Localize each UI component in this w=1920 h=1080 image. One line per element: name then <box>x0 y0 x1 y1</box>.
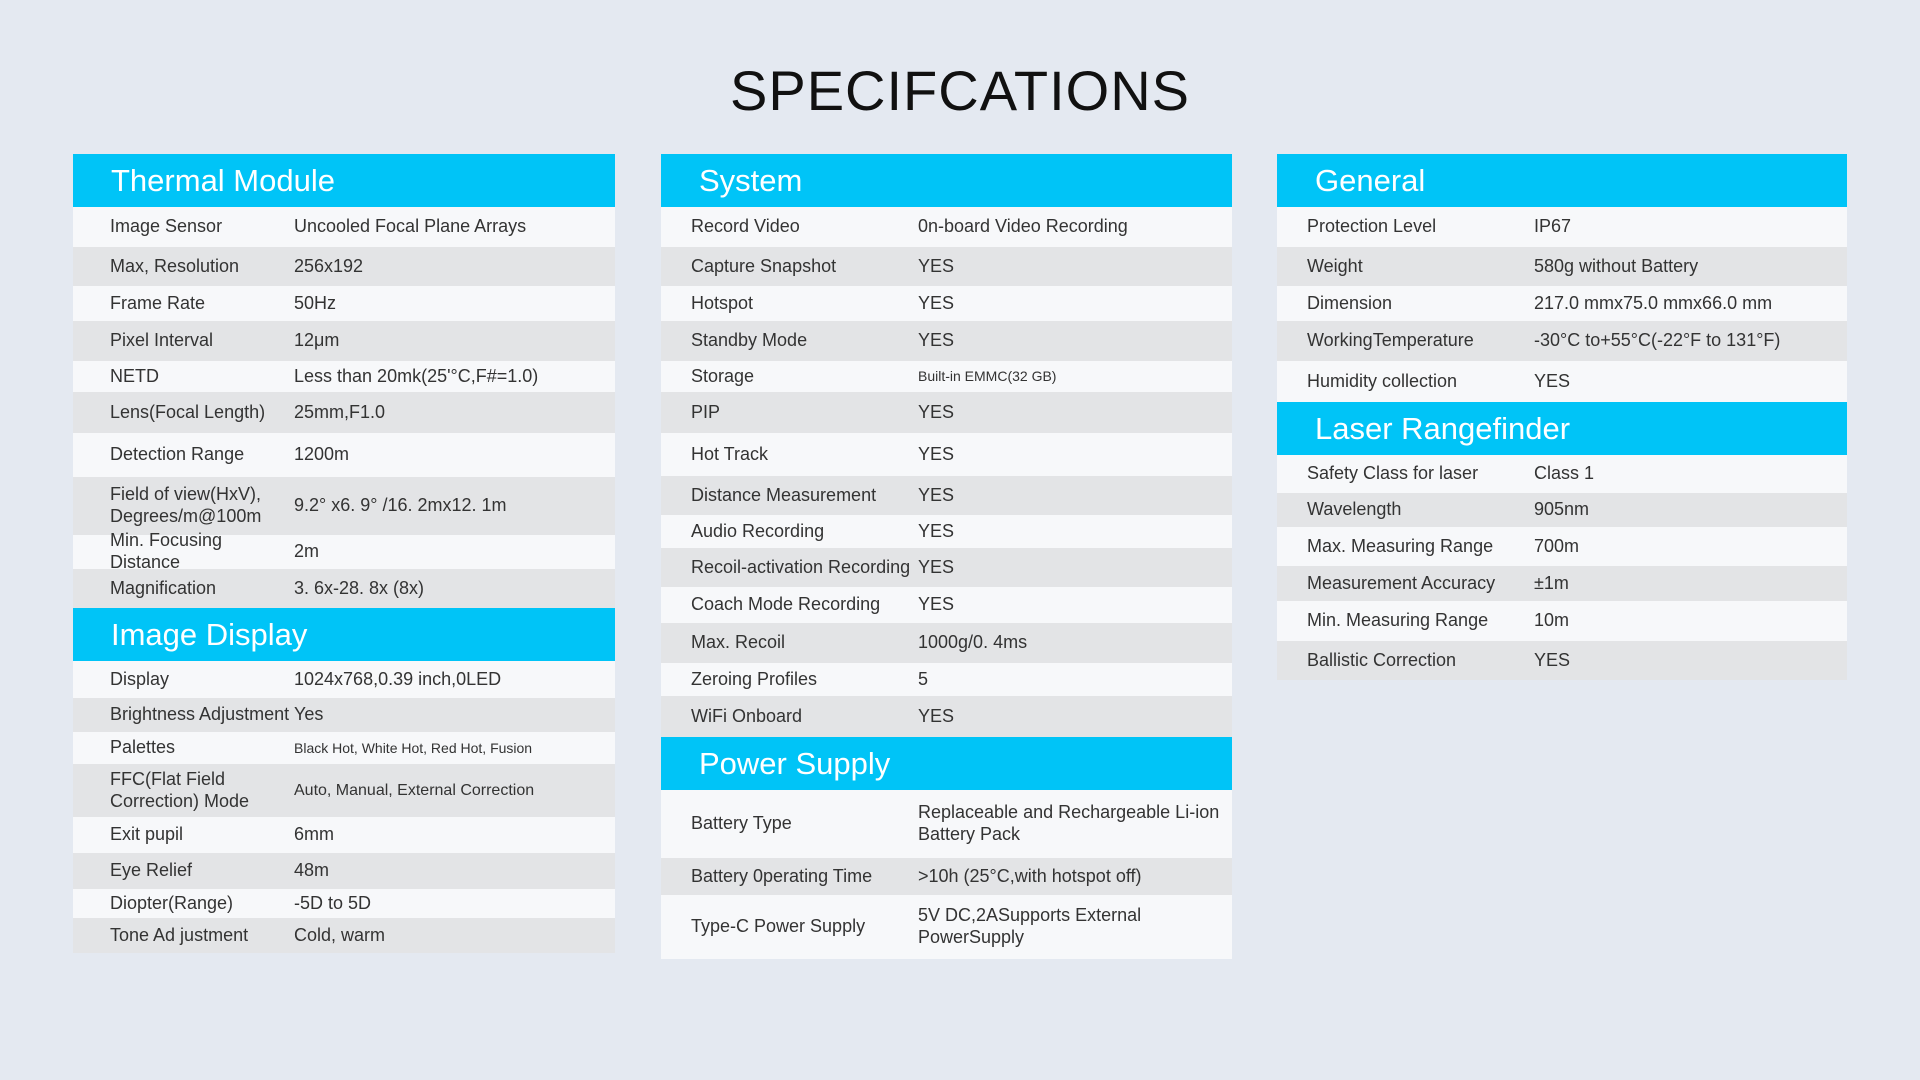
spec-value: YES <box>918 484 955 505</box>
spec-label: Audio Recording <box>691 520 825 541</box>
spec-value: 700m <box>1534 535 1580 556</box>
spec-row <box>1277 601 1847 641</box>
spec-row <box>73 433 615 477</box>
spec-value: YES <box>918 330 955 351</box>
spec-row <box>73 889 615 918</box>
spec-label: PIP <box>691 401 721 422</box>
spec-row <box>661 392 1232 433</box>
spec-label: Wavelength <box>1307 499 1402 520</box>
thermal-module-section <box>73 154 615 608</box>
spec-value: YES <box>918 292 955 313</box>
spec-label: Detection Range <box>110 444 245 465</box>
spec-value: 25mm,F1.0 <box>294 401 386 422</box>
spec-row <box>73 732 615 764</box>
spec-value: Cold, warm <box>294 924 386 945</box>
spec-row <box>661 433 1232 476</box>
spec-label: Dimension <box>1307 292 1393 313</box>
spec-label: Weight <box>1307 255 1363 276</box>
spec-value: Class 1 <box>1534 463 1595 484</box>
spec-label: Field of view(HxV), Degrees/m@100m <box>110 484 262 526</box>
spec-value: 6mm <box>294 824 334 845</box>
spec-row <box>73 477 615 535</box>
spec-row <box>1277 207 1847 247</box>
page-title: SPECIFCATIONS <box>729 59 1190 122</box>
spec-row <box>73 853 615 889</box>
section-header: Power Supply <box>661 737 1232 790</box>
spec-value: 1200m <box>294 444 350 465</box>
spec-label: Safety Class for laser <box>1307 463 1479 484</box>
spec-label: Coach Mode Recording <box>691 594 881 615</box>
spec-label: Ballistic Correction <box>1307 649 1457 670</box>
spec-row <box>661 286 1232 321</box>
image-display-section <box>73 608 615 953</box>
column-right <box>1277 154 1847 680</box>
spec-row <box>661 361 1232 392</box>
spec-value: 5V DC,2ASupports External PowerSupply <box>918 905 1142 947</box>
spec-value: Auto, Manual, External Correction <box>294 781 535 799</box>
spec-row <box>1277 247 1847 286</box>
spec-row <box>73 361 615 392</box>
spec-row <box>661 623 1232 663</box>
section-header: System <box>661 154 1232 207</box>
spec-value: 10m <box>1534 610 1570 631</box>
spec-value: YES <box>918 594 955 615</box>
spec-value: -5D to 5D <box>294 892 372 913</box>
spec-label: Max, Resolution <box>110 255 240 276</box>
spec-value: >10h (25°C,with hotspot off) <box>918 865 1142 886</box>
spec-row <box>661 858 1232 895</box>
spec-label: Hotspot <box>691 292 754 313</box>
spec-row <box>661 515 1232 548</box>
spec-value: YES <box>918 443 955 464</box>
spec-value: YES <box>918 255 955 276</box>
column-left <box>73 154 615 953</box>
spec-row <box>661 476 1232 515</box>
spec-row <box>73 661 615 698</box>
spec-value: 256x192 <box>294 255 364 276</box>
spec-label: Storage <box>691 365 755 386</box>
spec-value: YES <box>918 556 955 577</box>
spec-value: 48m <box>294 860 330 881</box>
spec-value: 2m <box>294 541 320 562</box>
spec-label: Humidity collection <box>1307 370 1458 391</box>
spec-row <box>1277 455 1847 493</box>
laser-rangefinder-section <box>1277 402 1847 680</box>
spec-row <box>661 587 1232 623</box>
spec-label: Palettes <box>110 737 176 758</box>
spec-value: -30°C to+55°C(-22°F to 131°F) <box>1534 330 1781 351</box>
spec-row <box>73 764 615 817</box>
spec-value: YES <box>918 401 955 422</box>
spec-label: Record Video <box>691 216 800 237</box>
spec-row <box>661 696 1232 737</box>
spec-row <box>1277 493 1847 527</box>
spec-value: Uncooled Focal Plane Arrays <box>294 216 527 237</box>
spec-value: YES <box>1534 370 1571 391</box>
spec-label: Frame Rate <box>110 292 206 313</box>
section-header: Thermal Module <box>73 154 615 207</box>
spec-label: Standby Mode <box>691 330 808 351</box>
spec-value: ±1m <box>1534 572 1569 593</box>
spec-row <box>73 321 615 361</box>
general-section <box>1277 154 1847 402</box>
spec-row <box>1277 321 1847 361</box>
spec-value: 580g without Battery <box>1534 255 1699 276</box>
spec-row <box>1277 286 1847 321</box>
spec-value: 50Hz <box>294 292 337 313</box>
spec-value: 12μm <box>294 330 340 351</box>
spec-row <box>73 918 615 953</box>
spec-row <box>73 247 615 286</box>
spec-row <box>1277 566 1847 601</box>
spec-value: 9.2° x6. 9° /16. 2mx12. 1m <box>294 495 507 516</box>
spec-row <box>1277 361 1847 402</box>
spec-label: Capture Snapshot <box>691 255 837 276</box>
spec-label: Eye Relief <box>110 860 193 881</box>
spec-row <box>661 663 1232 696</box>
spec-row <box>73 207 615 247</box>
section-header: Image Display <box>73 608 615 661</box>
spec-value: 1024x768,0.39 inch,0LED <box>294 668 502 689</box>
spec-label: Diopter(Range) <box>110 892 234 913</box>
spec-row <box>73 286 615 321</box>
spec-row <box>661 548 1232 587</box>
spec-label: Hot Track <box>691 443 769 464</box>
spec-value: Replaceable and Rechargeable Li-ion Battery Pack <box>918 802 1220 844</box>
spec-label: Pixel Interval <box>110 330 214 351</box>
spec-value: YES <box>1534 649 1571 670</box>
spec-value: YES <box>918 520 955 541</box>
spec-label: Min. Measuring Range <box>1307 610 1489 631</box>
spec-label: Recoil-activation Recording <box>691 556 911 577</box>
spec-row <box>661 207 1232 247</box>
spec-label: Battery Type <box>691 813 792 834</box>
spec-row <box>661 321 1232 361</box>
spec-label: Distance Measurement <box>691 484 877 505</box>
spec-row <box>661 895 1232 959</box>
spec-label: Image Sensor <box>110 216 223 237</box>
spec-label: Max. Measuring Range <box>1307 535 1494 556</box>
system-section <box>661 154 1232 737</box>
spec-label: Exit pupil <box>110 824 184 845</box>
spec-label: WiFi Onboard <box>691 705 803 726</box>
spec-value: 905nm <box>1534 499 1590 520</box>
spec-value: 217.0 mmx75.0 mmx66.0 mm <box>1534 292 1773 313</box>
spec-row <box>1277 641 1847 680</box>
spec-label: Protection Level <box>1307 216 1437 237</box>
spec-label: Brightness Adjustment <box>110 704 290 725</box>
spec-value: IP67 <box>1534 216 1572 237</box>
power-supply-section <box>661 737 1232 959</box>
spec-value: 3. 6x-28. 8x (8x) <box>294 577 425 598</box>
spec-label: Tone Ad justment <box>110 924 249 945</box>
spec-value: YES <box>918 705 955 726</box>
spec-value: Less than 20mk(25'°C,F#=1.0) <box>294 365 539 386</box>
spec-value: Black Hot, White Hot, Red Hot, Fusion <box>294 739 533 756</box>
spec-label: Measurement Accuracy <box>1307 572 1496 593</box>
spec-label: Zeroing Profiles <box>691 668 818 689</box>
spec-label: Display <box>110 668 170 689</box>
spec-value: 1000g/0. 4ms <box>918 632 1028 653</box>
spec-row <box>73 569 615 608</box>
spec-label: WorkingTemperature <box>1307 330 1474 351</box>
spec-label: Min. Focusing Distance <box>110 530 223 572</box>
section-header: Laser Rangefinder <box>1277 402 1847 455</box>
section-header: General <box>1277 154 1847 207</box>
spec-label: Type-C Power Supply <box>691 916 866 937</box>
column-middle <box>661 154 1232 959</box>
spec-value: Built-in EMMC(32 GB) <box>918 368 1057 385</box>
spec-row <box>1277 527 1847 566</box>
spec-label: Magnification <box>110 577 217 598</box>
spec-row <box>73 530 615 572</box>
spec-row <box>73 392 615 433</box>
spec-value: 5 <box>918 668 929 689</box>
spec-label: Max. Recoil <box>691 632 786 653</box>
spec-label: FFC(Flat Field Correction) Mode <box>110 768 250 811</box>
spec-label: Lens(Focal Length) <box>110 401 266 422</box>
spec-row <box>73 817 615 853</box>
spec-row <box>661 247 1232 286</box>
spec-row <box>73 698 615 732</box>
spec-row <box>661 790 1232 858</box>
spec-label: NETD <box>110 365 159 386</box>
spec-value: 0n-board Video Recording <box>918 216 1128 237</box>
spec-label: Battery 0perating Time <box>691 865 873 886</box>
spec-value: Yes <box>294 704 324 725</box>
